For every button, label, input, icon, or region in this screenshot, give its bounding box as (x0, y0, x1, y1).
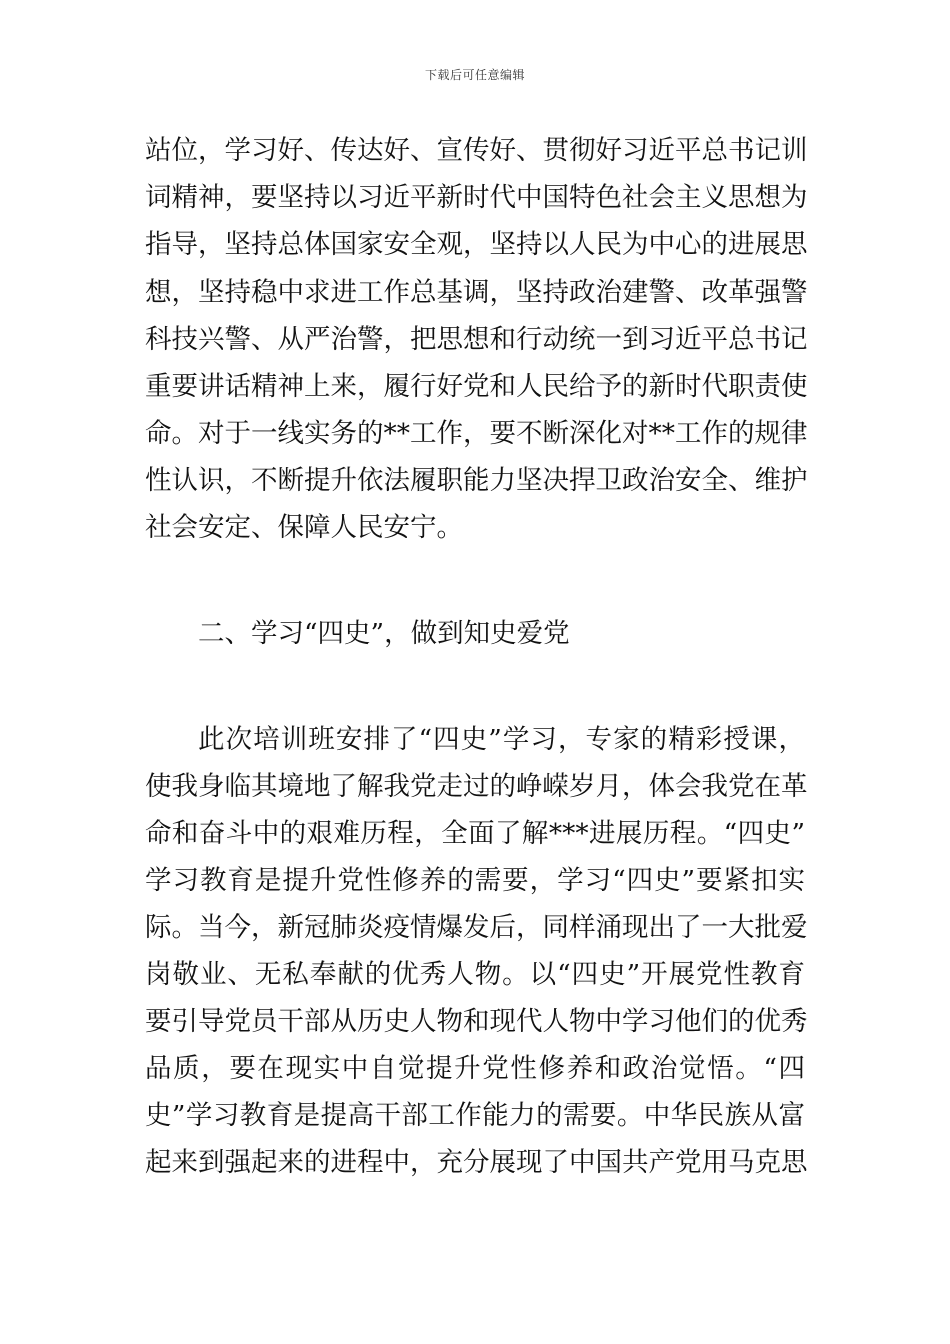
text-line: 此次培训班安排了“四史”学习，专家的精彩授课， (198, 724, 805, 755)
text-line: 史”学习教育是提高干部工作能力的需要。中华民族从富 (145, 1100, 805, 1131)
text-line: 想，坚持稳中求进工作总基调，坚持政治建警、改革强警 (145, 277, 808, 308)
text-line: 起来到强起来的进程中，充分展现了中国共产党用马克思 (145, 1147, 808, 1178)
text-line: 词精神，要坚持以习近平新时代中国特色社会主义思想为 (145, 182, 808, 213)
text-line: 性认识，不断提升依法履职能力坚决捍卫政治安全、维护 (145, 465, 808, 496)
text-line: 要引导党员干部从历史人物和现代人物中学习他们的优秀 (145, 1006, 808, 1037)
text-line: 岗敬业、无私奉献的优秀人物。以“四史”开展党性教育 (145, 959, 805, 990)
text-line: 重要讲话精神上来，履行好党和人民给予的新时代职责使 (145, 371, 808, 402)
text-line: 际。当今，新冠肺炎疫情爆发后，同样涌现出了一大批爱 (145, 912, 808, 943)
text-line: 命和奋斗中的艰难历程，全面了解***进展历程。“四史” (145, 818, 805, 849)
text-line: 使我身临其境地了解我党走过的峥嵘岁月，体会我党在革 (145, 771, 808, 802)
page-header: 下载后可任意编辑 (424, 68, 525, 82)
text-line: 学习教育是提升党性修养的需要，学习“四史”要紧扣实 (145, 865, 805, 896)
text-line: 指导，坚持总体国家安全观，坚持以人民为中心的进展思 (145, 229, 808, 260)
text-line: 社会安定、保障人民安宁。 (145, 512, 463, 543)
text-line: 品质，要在现实中自觉提升党性修养和政治觉悟。“四 (145, 1053, 805, 1084)
text-line: 科技兴警、从严治警，把思想和行动统一到习近平总书记 (145, 324, 808, 355)
text-line: 命。对于一线实务的**工作，要不断深化对**工作的规律 (145, 418, 808, 449)
section-heading: 二、学习“四史”，做到知史爱党 (198, 618, 570, 649)
text-line: 站位，学习好、传达好、宣传好、贯彻好习近平总书记训 (145, 135, 808, 166)
